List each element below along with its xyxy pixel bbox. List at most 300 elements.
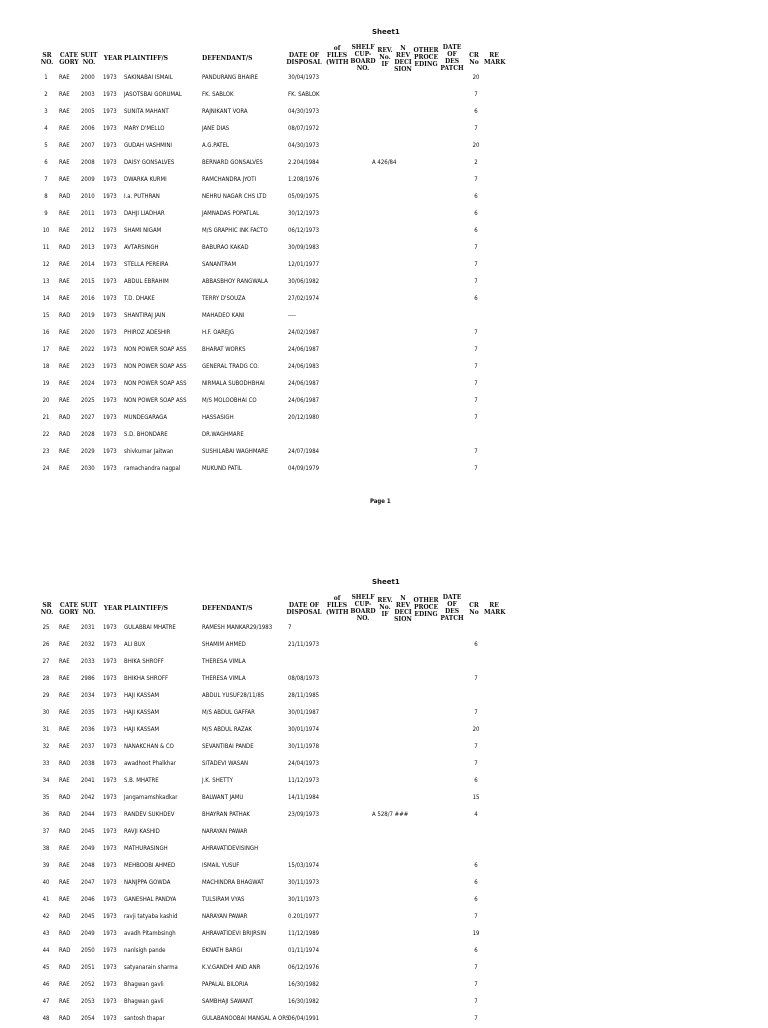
category-cell: RAD bbox=[59, 913, 71, 920]
sheet-label: Sheet1 bbox=[372, 578, 400, 586]
disposal-date-cell: 16/30/1982 bbox=[288, 981, 320, 988]
header-other-proceeding: OTHER PROCE EDING bbox=[413, 597, 439, 618]
year-cell: 1973 bbox=[103, 312, 117, 319]
cr-no-cell: 6 bbox=[474, 641, 478, 648]
sheet-page-2 bbox=[0, 578, 768, 1024]
sr-cell: 44 bbox=[42, 947, 50, 954]
suit-no-cell: 2029 bbox=[81, 448, 95, 455]
sr-cell: 35 bbox=[42, 794, 50, 801]
disposal-date-cell: 30/11/1973 bbox=[288, 896, 320, 903]
cr-no-cell: 20 bbox=[472, 142, 480, 149]
category-cell: RAE bbox=[59, 624, 70, 631]
suit-no-cell: 2009 bbox=[81, 176, 95, 183]
category-cell: RAD bbox=[59, 431, 71, 438]
category-cell: RAD bbox=[59, 193, 71, 200]
header-date-of-despatch: DATE OF DES PATCH bbox=[440, 44, 464, 72]
year-cell: 1973 bbox=[103, 91, 117, 98]
cr-no-cell: 19 bbox=[472, 930, 480, 937]
suit-no-cell: 2051 bbox=[81, 964, 95, 971]
year-cell: 1973 bbox=[103, 879, 117, 886]
header-date-of-disposal: DATE OF DISPOSAL bbox=[286, 52, 322, 66]
table-row bbox=[0, 376, 768, 393]
plaintiff-cell: RAVJI KASHID bbox=[124, 828, 160, 835]
suit-no-cell: 2986 bbox=[81, 675, 95, 682]
table-row bbox=[0, 291, 768, 308]
suit-no-cell: 2047 bbox=[81, 879, 95, 886]
year-cell: 1973 bbox=[103, 709, 117, 716]
table-row bbox=[0, 858, 768, 875]
other-proceeding-cell: A 426/84 bbox=[372, 159, 397, 166]
suit-no-cell: 2049 bbox=[81, 930, 95, 937]
disposal-date-cell: 28/11/1985 bbox=[288, 692, 320, 699]
table-row bbox=[0, 960, 768, 977]
suit-no-cell: 2022 bbox=[81, 346, 95, 353]
sr-cell: 7 bbox=[44, 176, 48, 183]
header-rev-decision: N REV DECI SION bbox=[394, 595, 412, 623]
defendant-cell: JAMNADAS POPATLAL bbox=[202, 210, 260, 217]
table-row bbox=[0, 739, 768, 756]
suit-no-cell: 2013 bbox=[81, 244, 95, 251]
suit-no-cell: 2007 bbox=[81, 142, 95, 149]
sr-cell: 37 bbox=[42, 828, 50, 835]
year-cell: 1973 bbox=[103, 261, 117, 268]
cr-no-cell: 6 bbox=[474, 210, 478, 217]
year-cell: 1973 bbox=[103, 431, 117, 438]
plaintiff-cell: JASOTSBAI GORUMAL bbox=[124, 91, 182, 98]
table-row bbox=[0, 756, 768, 773]
sr-cell: 40 bbox=[42, 879, 50, 886]
cr-no-cell: 7 bbox=[474, 998, 478, 1005]
disposal-date-cell: 21/11/1973 bbox=[288, 641, 320, 648]
table-row bbox=[0, 688, 768, 705]
disposal-date-cell: 24/07/1984 bbox=[288, 448, 320, 455]
table-row bbox=[0, 240, 768, 257]
table-row bbox=[0, 461, 768, 478]
defendant-cell: NARAYAN PAWAR bbox=[202, 828, 248, 835]
suit-no-cell: 2030 bbox=[81, 465, 95, 472]
plaintiff-cell: DAHJI LIADHAR bbox=[124, 210, 165, 217]
table-row bbox=[0, 637, 768, 654]
plaintiff-cell: ABDUL EBRAHIM bbox=[124, 278, 169, 285]
defendant-cell: SHAMIM AHMED bbox=[202, 641, 246, 648]
year-cell: 1973 bbox=[103, 380, 117, 387]
suit-no-cell: 2016 bbox=[81, 295, 95, 302]
defendant-cell: K.V.GANDHI AND ANR bbox=[202, 964, 261, 971]
category-cell: RAE bbox=[59, 125, 70, 132]
cr-no-cell: 7 bbox=[474, 244, 478, 251]
defendant-cell: M/S ABDUL RAZAK bbox=[202, 726, 252, 733]
year-cell: 1973 bbox=[103, 193, 117, 200]
header-suit: SUIT NO. bbox=[80, 602, 98, 616]
cr-no-cell: 7 bbox=[474, 261, 478, 268]
plaintiff-cell: avadh Pitambsingh bbox=[124, 930, 176, 937]
disposal-date-cell: 06/12/1976 bbox=[288, 964, 320, 971]
defendant-cell: RAMESH MANKAR29/1983 bbox=[202, 624, 273, 631]
cr-no-cell: 6 bbox=[474, 896, 478, 903]
cr-no-cell: 7 bbox=[474, 465, 478, 472]
year-cell: 1973 bbox=[103, 227, 117, 234]
disposal-date-cell: 30/04/1973 bbox=[288, 74, 320, 81]
suit-no-cell: 2044 bbox=[81, 811, 95, 818]
plaintiff-cell: NON POWER SOAP ASS bbox=[124, 363, 187, 370]
defendant-cell: H.F. OAREJG bbox=[202, 329, 235, 336]
sr-cell: 20 bbox=[42, 397, 50, 404]
category-cell: RAE bbox=[59, 726, 70, 733]
sr-cell: 33 bbox=[42, 760, 50, 767]
suit-no-cell: 2037 bbox=[81, 743, 95, 750]
plaintiff-cell: GUDAH VASHMINI bbox=[124, 142, 173, 149]
category-cell: RAE bbox=[59, 278, 70, 285]
sr-cell: 43 bbox=[42, 930, 50, 937]
disposal-date-cell: 24/06/1987 bbox=[288, 397, 320, 404]
sr-cell: 14 bbox=[42, 295, 50, 302]
category-cell: RAE bbox=[59, 465, 70, 472]
plaintiff-cell: MARY D'MELLO bbox=[124, 125, 165, 132]
header-cr-no: CR No bbox=[469, 52, 479, 66]
disposal-date-cell: 2.204/1984 bbox=[288, 159, 320, 166]
table-row bbox=[0, 909, 768, 926]
other-proceeding-cell: A 528/7 ### bbox=[372, 811, 409, 818]
disposal-date-cell: 20/12/1980 bbox=[288, 414, 320, 421]
sr-cell: 25 bbox=[42, 624, 50, 631]
defendant-cell: AHRAVATIDEVISINGH bbox=[202, 845, 259, 852]
cr-no-cell: 7 bbox=[474, 363, 478, 370]
plaintiff-cell: GULABBAI MHATRE bbox=[124, 624, 176, 631]
disposal-date-cell: 30/01/1974 bbox=[288, 726, 320, 733]
disposal-date-cell: 11/12/1973 bbox=[288, 777, 320, 784]
defendant-cell: ABDUL YUSUF28/11/85 bbox=[202, 692, 265, 699]
defendant-cell: SITADEVI WASAN bbox=[202, 760, 249, 767]
table-row bbox=[0, 1011, 768, 1028]
category-cell: RAE bbox=[59, 108, 70, 115]
category-cell: RAE bbox=[59, 210, 70, 217]
header-category: CATE GORY bbox=[59, 602, 79, 616]
header-other-proceeding: OTHER PROCE EDING bbox=[413, 47, 439, 68]
sr-cell: 13 bbox=[42, 278, 50, 285]
year-cell: 1973 bbox=[103, 862, 117, 869]
cr-no-cell: 6 bbox=[474, 947, 478, 954]
category-cell: RAE bbox=[59, 261, 70, 268]
table-row bbox=[0, 841, 768, 858]
table-row bbox=[0, 223, 768, 240]
table-row bbox=[0, 410, 768, 427]
cr-no-cell: 7 bbox=[474, 675, 478, 682]
suit-no-cell: 2053 bbox=[81, 998, 95, 1005]
sr-cell: 11 bbox=[42, 244, 50, 251]
column-header-row bbox=[0, 38, 768, 72]
plaintiff-cell: SHANTIRAJ JAIN bbox=[124, 312, 166, 319]
table-row bbox=[0, 943, 768, 960]
disposal-date-cell: 06/04/1991 bbox=[288, 1015, 320, 1022]
year-cell: 1973 bbox=[103, 1015, 117, 1022]
disposal-date-cell: 30/11/1973 bbox=[288, 879, 320, 886]
suit-no-cell: 2036 bbox=[81, 726, 95, 733]
header-defendant: DEFENDANT/S bbox=[202, 605, 253, 612]
defendant-cell: HASSASIGH bbox=[202, 414, 234, 421]
plaintiff-cell: NANAKCHAN & CO bbox=[124, 743, 174, 750]
header-suit: SUIT NO. bbox=[80, 52, 98, 66]
sr-cell: 4 bbox=[44, 125, 48, 132]
header-date-of-despatch: DATE OF DES PATCH bbox=[440, 594, 464, 622]
sr-cell: 34 bbox=[42, 777, 50, 784]
cr-no-cell: 4 bbox=[474, 811, 478, 818]
sr-cell: 32 bbox=[42, 743, 50, 750]
defendant-cell: BALWANT JAMU bbox=[202, 794, 244, 801]
disposal-date-cell: 24/04/1973 bbox=[288, 760, 320, 767]
suit-no-cell: 2049 bbox=[81, 845, 95, 852]
cr-no-cell: 6 bbox=[474, 879, 478, 886]
suit-no-cell: 2025 bbox=[81, 397, 95, 404]
category-cell: RAE bbox=[59, 397, 70, 404]
plaintiff-cell: AVTARSINGH bbox=[124, 244, 159, 251]
table-row bbox=[0, 104, 768, 121]
defendant-cell: RAMCHANDRA JYOTI bbox=[202, 176, 257, 183]
defendant-cell: BHAYRAN PATHAK bbox=[202, 811, 250, 818]
defendant-cell: A.G.PATEL bbox=[202, 142, 230, 149]
cr-no-cell: 7 bbox=[474, 743, 478, 750]
defendant-cell: ISMAIL YUSUF bbox=[202, 862, 240, 869]
disposal-date-cell: 27/02/1974 bbox=[288, 295, 320, 302]
defendant-cell: SANANTRAM bbox=[202, 261, 237, 268]
plaintiff-cell: I.a. PUTHRAN bbox=[124, 193, 160, 200]
cr-no-cell: 6 bbox=[474, 862, 478, 869]
page-number: Page 1 bbox=[370, 498, 391, 505]
plaintiff-cell: HAJI KASSAM bbox=[124, 726, 160, 733]
year-cell: 1973 bbox=[103, 244, 117, 251]
year-cell: 1973 bbox=[103, 981, 117, 988]
cr-no-cell: 7 bbox=[474, 760, 478, 767]
table-row bbox=[0, 172, 768, 189]
suit-no-cell: 2011 bbox=[81, 210, 95, 217]
disposal-date-cell: 30/12/1973 bbox=[288, 210, 320, 217]
category-cell: RAE bbox=[59, 363, 70, 370]
defendant-cell: GENERAL TRADG CO. bbox=[202, 363, 259, 370]
sr-cell: 28 bbox=[42, 675, 50, 682]
defendant-cell: MACHINDRA BHAGWAT bbox=[202, 879, 264, 886]
defendant-cell: JANE DIAS bbox=[202, 125, 230, 132]
sr-cell: 19 bbox=[42, 380, 50, 387]
year-cell: 1973 bbox=[103, 896, 117, 903]
defendant-cell: NARAYAN PAWAR bbox=[202, 913, 248, 920]
sr-cell: 5 bbox=[44, 142, 48, 149]
year-cell: 1973 bbox=[103, 964, 117, 971]
header-remark: RE MARK bbox=[484, 602, 506, 616]
plaintiff-cell: Jangamamshkadkar bbox=[124, 794, 178, 801]
category-cell: RAD bbox=[59, 760, 71, 767]
defendant-cell: NEHRU NAGAR CHS LTD bbox=[202, 193, 267, 200]
disposal-date-cell: 04/30/1973 bbox=[288, 142, 320, 149]
year-cell: 1973 bbox=[103, 142, 117, 149]
defendant-cell: FK. SABLOK bbox=[202, 91, 234, 98]
table-row bbox=[0, 892, 768, 909]
year-cell: 1973 bbox=[103, 624, 117, 631]
year-cell: 1973 bbox=[103, 811, 117, 818]
header-year: YEAR bbox=[103, 605, 123, 612]
sr-cell: 42 bbox=[42, 913, 50, 920]
header-remark: RE MARK bbox=[484, 52, 506, 66]
header-rev-no: REV. No. IF bbox=[377, 597, 393, 618]
table-row bbox=[0, 705, 768, 722]
disposal-date-cell: 24/06/1987 bbox=[288, 346, 320, 353]
table-row bbox=[0, 155, 768, 172]
category-cell: RAE bbox=[59, 879, 70, 886]
category-cell: RAE bbox=[59, 777, 70, 784]
plaintiff-cell: Bhagwan gavli bbox=[124, 981, 164, 988]
category-cell: RAE bbox=[59, 641, 70, 648]
plaintiff-cell: MEHBOOBI AHMED bbox=[124, 862, 176, 869]
disposal-date-cell: 06/12/1973 bbox=[288, 227, 320, 234]
cr-no-cell: 7 bbox=[474, 278, 478, 285]
sr-cell: 46 bbox=[42, 981, 50, 988]
suit-no-cell: 2054 bbox=[81, 1015, 95, 1022]
sr-cell: 10 bbox=[42, 227, 50, 234]
header-category: CATE GORY bbox=[59, 52, 79, 66]
category-cell: RAE bbox=[59, 176, 70, 183]
category-cell: RAE bbox=[59, 380, 70, 387]
table-row bbox=[0, 206, 768, 223]
disposal-date-cell: 14/11/1984 bbox=[288, 794, 320, 801]
disposal-date-cell: 24/06/1987 bbox=[288, 380, 320, 387]
cr-no-cell: 7 bbox=[474, 125, 478, 132]
year-cell: 1973 bbox=[103, 845, 117, 852]
cr-no-cell: 2 bbox=[474, 159, 478, 166]
category-cell: RAD bbox=[59, 947, 71, 954]
defendant-cell: J.K. SHETTY bbox=[202, 777, 233, 784]
disposal-date-cell: ---- bbox=[288, 312, 296, 319]
defendant-cell: RAJNIKANT VORA bbox=[202, 108, 248, 115]
table-row bbox=[0, 342, 768, 359]
table-row bbox=[0, 70, 768, 87]
category-cell: RAE bbox=[59, 692, 70, 699]
table-row bbox=[0, 393, 768, 410]
table-row bbox=[0, 722, 768, 739]
cr-no-cell: 7 bbox=[474, 1015, 478, 1022]
header-date-of-disposal: DATE OF DISPOSAL bbox=[286, 602, 322, 616]
sr-cell: 16 bbox=[42, 329, 50, 336]
defendant-cell: GULABANOOBAI MANGAL A ORS bbox=[202, 1015, 290, 1022]
plaintiff-cell: S.D. BHONDARE bbox=[124, 431, 168, 438]
defendant-cell: TERRY D'SOUZA bbox=[202, 295, 246, 302]
suit-no-cell: 2031 bbox=[81, 624, 95, 631]
year-cell: 1973 bbox=[103, 743, 117, 750]
suit-no-cell: 2027 bbox=[81, 414, 95, 421]
sr-cell: 23 bbox=[42, 448, 50, 455]
plaintiff-cell: NON POWER SOAP ASS bbox=[124, 397, 187, 404]
plaintiff-cell: HAJI KASSAM bbox=[124, 692, 160, 699]
header-rev-decision: N REV DECI SION bbox=[394, 45, 412, 73]
suit-no-cell: 2046 bbox=[81, 896, 95, 903]
year-cell: 1973 bbox=[103, 641, 117, 648]
sr-cell: 21 bbox=[42, 414, 50, 421]
category-cell: RAE bbox=[59, 658, 70, 665]
sr-cell: 38 bbox=[42, 845, 50, 852]
table-row bbox=[0, 824, 768, 841]
plaintiff-cell: awadhoot Phalkhar bbox=[124, 760, 176, 767]
suit-no-cell: 2010 bbox=[81, 193, 95, 200]
suit-no-cell: 2035 bbox=[81, 709, 95, 716]
table-row bbox=[0, 620, 768, 637]
sr-cell: 27 bbox=[42, 658, 50, 665]
year-cell: 1973 bbox=[103, 363, 117, 370]
plaintiff-cell: DAISY GONSALVES bbox=[124, 159, 175, 166]
table-row bbox=[0, 994, 768, 1011]
suit-no-cell: 2003 bbox=[81, 91, 95, 98]
plaintiff-cell: S.B. MHATRE bbox=[124, 777, 159, 784]
defendant-cell: M/S GRAPHIC INK FACTO bbox=[202, 227, 268, 234]
category-cell: RAE bbox=[59, 896, 70, 903]
cr-no-cell: 7 bbox=[474, 397, 478, 404]
suit-no-cell: 2019 bbox=[81, 312, 95, 319]
defendant-cell: NIRMALA SUBODHBHAI bbox=[202, 380, 265, 387]
sr-cell: 30 bbox=[42, 709, 50, 716]
category-cell: RAD bbox=[59, 930, 71, 937]
cr-no-cell: 7 bbox=[474, 346, 478, 353]
suit-no-cell: 2024 bbox=[81, 380, 95, 387]
category-cell: RAD bbox=[59, 811, 71, 818]
defendant-cell: PAPALAL BILORIA bbox=[202, 981, 249, 988]
sr-cell: 24 bbox=[42, 465, 50, 472]
table-row bbox=[0, 427, 768, 444]
disposal-date-cell: 30/09/1983 bbox=[288, 244, 320, 251]
suit-no-cell: 2045 bbox=[81, 913, 95, 920]
plaintiff-cell: ramachandra nagpal bbox=[124, 465, 181, 472]
suit-no-cell: 2041 bbox=[81, 777, 95, 784]
year-cell: 1973 bbox=[103, 74, 117, 81]
sr-cell: 12 bbox=[42, 261, 50, 268]
plaintiff-cell: GANESHAL PANDYA bbox=[124, 896, 177, 903]
category-cell: RAE bbox=[59, 227, 70, 234]
year-cell: 1973 bbox=[103, 930, 117, 937]
table-row bbox=[0, 807, 768, 824]
plaintiff-cell: MUNDEGARAGA bbox=[124, 414, 168, 421]
plaintiff-cell: shivkumar Jaitwan bbox=[124, 448, 174, 455]
disposal-date-cell: 24/06/1983 bbox=[288, 363, 320, 370]
suit-no-cell: 2042 bbox=[81, 794, 95, 801]
category-cell: RAE bbox=[59, 862, 70, 869]
year-cell: 1973 bbox=[103, 998, 117, 1005]
category-cell: RAD bbox=[59, 244, 71, 251]
sr-cell: 41 bbox=[42, 896, 50, 903]
sr-cell: 26 bbox=[42, 641, 50, 648]
defendant-cell: SAMBHAJI SAWANT bbox=[202, 998, 254, 1005]
suit-no-cell: 2033 bbox=[81, 658, 95, 665]
cr-no-cell: 7 bbox=[474, 981, 478, 988]
table-row bbox=[0, 444, 768, 461]
table-row bbox=[0, 359, 768, 376]
header-files: of FILES (WITH bbox=[326, 595, 349, 616]
table-row bbox=[0, 138, 768, 155]
disposal-date-cell: 0.201/1977 bbox=[288, 913, 320, 920]
table-row bbox=[0, 308, 768, 325]
sheet-page-1 bbox=[0, 28, 768, 508]
table-row bbox=[0, 274, 768, 291]
disposal-date-cell: 01/11/1974 bbox=[288, 947, 320, 954]
category-cell: RAD bbox=[59, 312, 71, 319]
header-cr-no: CR No bbox=[469, 602, 479, 616]
sr-cell: 39 bbox=[42, 862, 50, 869]
sr-cell: 2 bbox=[44, 91, 48, 98]
suit-no-cell: 2038 bbox=[81, 760, 95, 767]
defendant-cell: PANDURANG BHAIRE bbox=[202, 74, 259, 81]
defendant-cell: M/S MOLOOBHAI CO bbox=[202, 397, 257, 404]
plaintiff-cell: NON POWER SOAP ASS bbox=[124, 380, 187, 387]
year-cell: 1973 bbox=[103, 726, 117, 733]
year-cell: 1973 bbox=[103, 295, 117, 302]
category-cell: RAD bbox=[59, 828, 71, 835]
category-cell: RAE bbox=[59, 709, 70, 716]
category-cell: RAE bbox=[59, 142, 70, 149]
year-cell: 1973 bbox=[103, 448, 117, 455]
